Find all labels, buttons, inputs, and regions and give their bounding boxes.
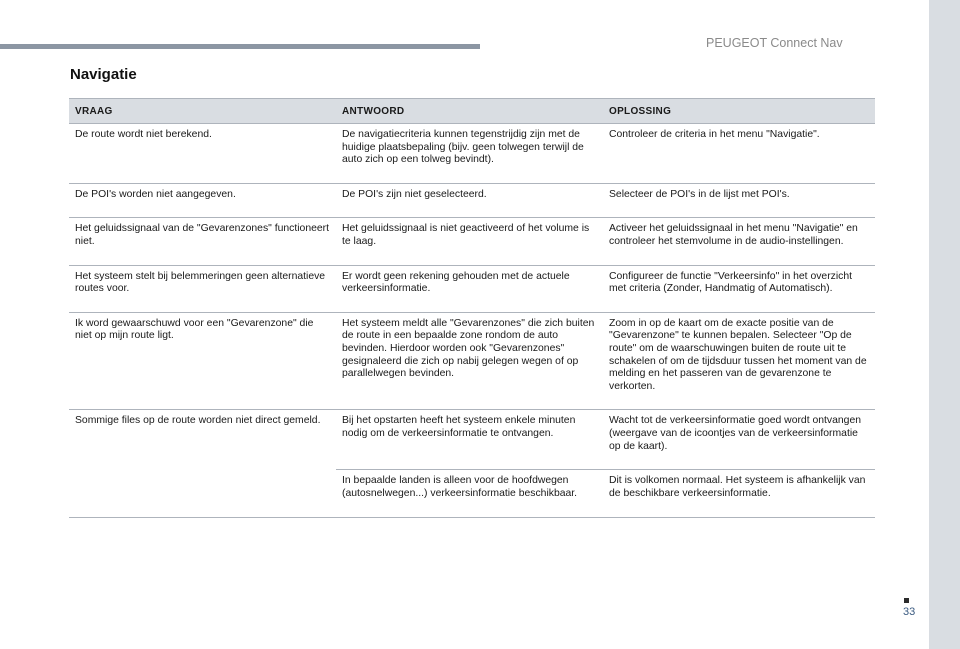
table-row xyxy=(69,312,875,410)
answer-cell: Er wordt geen rekening gehouden met de actuele verkeersinformatie. xyxy=(336,265,603,312)
answer-cell: Bij het opstarten heeft het systeem enkele minuten nodig om de verkeersinformatie te ontvangen. xyxy=(336,410,603,470)
question-cell xyxy=(69,470,336,518)
question-cell: Ik word gewaarschuwd voor een "Gevarenzone" die niet op mijn route ligt. xyxy=(69,312,336,410)
table-row xyxy=(69,410,875,470)
solution-cell: Configureer de functie "Verkeersinfo" in het overzicht met criteria (Zonder, Handmatig of Automatisch). xyxy=(603,265,875,312)
column-header-solution: OPLOSSING xyxy=(603,99,875,124)
question-cell: Sommige files op de route worden niet direct gemeld. xyxy=(75,415,321,427)
table-row xyxy=(69,183,875,218)
question-cell: De route wordt niet berekend. xyxy=(69,124,336,184)
section-title: Navigatie xyxy=(70,66,137,83)
question-cell: De POI's worden niet aangegeven. xyxy=(69,183,336,218)
column-header-question: VRAAG xyxy=(69,99,336,124)
solution-cell: Controleer de criteria in het menu "Navigatie". xyxy=(603,124,875,184)
solution-cell: Wacht tot de verkeersinformatie goed wordt ontvangen (weergave van de icoontjes van de verkeersinformatie op de kaart). xyxy=(603,410,875,470)
table-row xyxy=(69,218,875,265)
solution-cell: Zoom in op de kaart om de exacte positie van de "Gevarenzone" te kunnen bepalen. Selecteer "Op de route" om de waarschuwingen buiten de route uit te schakelen of om de tijdsduur tussen het moment van de melding en het passeren van de gevarenzone te verkorten. xyxy=(603,312,875,410)
table-header-row xyxy=(69,99,875,124)
answer-cell: De POI's zijn niet geselecteerd. xyxy=(336,183,603,218)
table-row xyxy=(69,470,875,518)
question-cell: Het systeem stelt bij belemmeringen geen alternatieve routes voor. xyxy=(69,265,336,312)
answer-cell: De navigatiecriteria kunnen tegenstrijdig zijn met de huidige plaatsbepaling (bijv. geen tolwegen terwijl de auto zich op een tolweg bevindt). xyxy=(336,124,603,184)
manual-title: PEUGEOT Connect Nav xyxy=(706,36,843,50)
troubleshooting-table xyxy=(69,98,875,518)
side-tab-strip xyxy=(929,0,960,649)
answer-cell: In bepaalde landen is alleen voor de hoofdwegen (autosnelwegen...) verkeersinformatie beschikbaar. xyxy=(336,470,603,518)
answer-cell: Het systeem meldt alle "Gevarenzones" die zich buiten de route in een bepaalde zone rondom de auto bevinden. Hierdoor worden ook "Gevarenzones" gesignaleerd die zich op nabij gelegen wegen of op parallelwegen bevinden. xyxy=(336,312,603,410)
solution-cell: Dit is volkomen normaal. Het systeem is afhankelijk van de beschikbare verkeersinformatie. xyxy=(603,470,875,518)
table-row xyxy=(69,124,875,184)
page-number: 33 xyxy=(903,606,916,618)
question-cell: Het geluidssignaal van de "Gevarenzones" functioneert niet. xyxy=(69,218,336,265)
answer-cell: Het geluidssignaal is niet geactiveerd of het volume is te laag. xyxy=(336,218,603,265)
page-marker xyxy=(904,598,909,603)
table-row xyxy=(69,265,875,312)
column-header-answer: ANTWOORD xyxy=(336,99,603,124)
solution-cell: Activeer het geluidssignaal in het menu "Navigatie" en controleer het stemvolume in de audio-instellingen. xyxy=(603,218,875,265)
solution-cell: Selecteer de POI's in de lijst met POI's. xyxy=(603,183,875,218)
header-rule xyxy=(0,44,480,49)
